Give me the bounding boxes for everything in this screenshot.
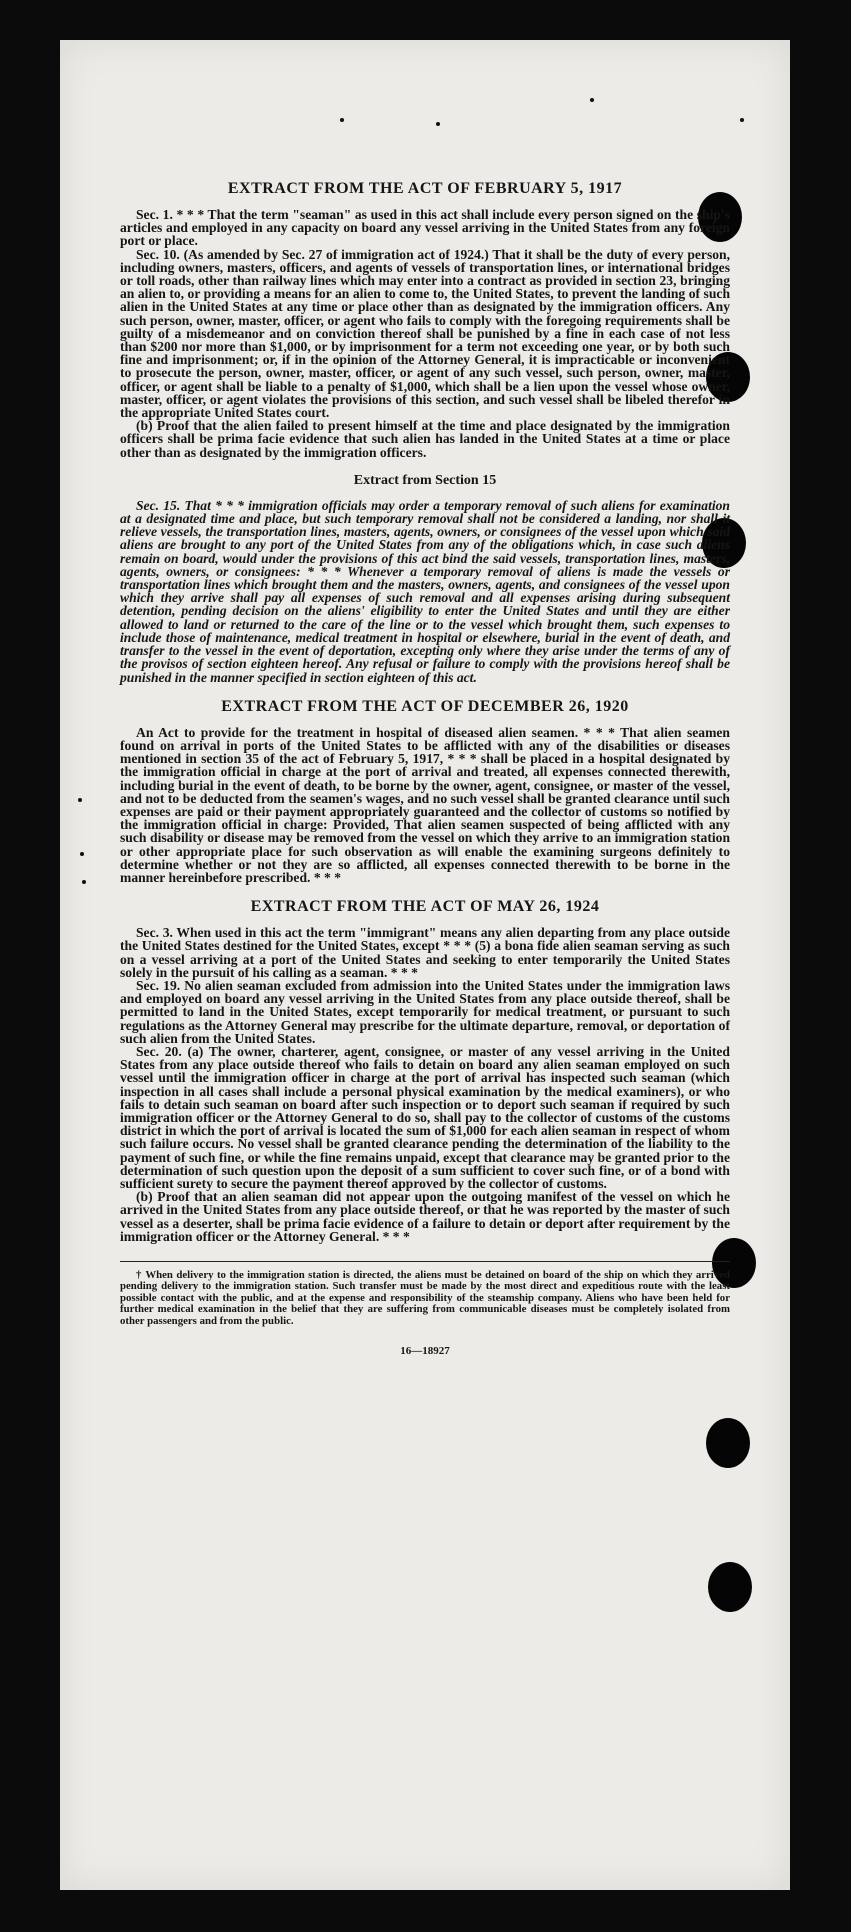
- document-page: [60, 40, 790, 1890]
- paragraph: Sec. 10. (As amended by Sec. 27 of immigration act of 1924.) That it shall be the duty of every person, including owners, masters, officers, and agents of vessels of transportation lines, or international bridges or toll roads, other than railway lines which may enter into a contract as provided in section 23, bringing an alien to, or providing a means for an alien to come to, the United States, to prevent the landing of such alien in the United States at any time or place other than as designated by the immigration officers. Any such person, owner, master, officer, or agent who fails to comply with the foregoing requirements shall be guilty of a misdemeanor and on conviction thereof shall be punished by a fine in each case of not less than $200 nor more than $1,000, or by imprisonment for a term not exceeding one year, or by both such fine and imprisonment; or, if in the opinion of the Attorney General, it is impracticable or inconvenient to prosecute the person, owner, master, officer, or agent of any such vessel, such person, owner, master, officer, or agent shall be liable to a penalty of $1,000, which shall be a lien upon the vessel whose owner, master, officer, or agent violates the provisions of this section, and such vessel shall be libeled therefor in the appropriate United States court.: [120, 246, 730, 421]
- footnote-divider: [120, 1261, 730, 1262]
- paragraph: (b) Proof that the alien failed to present himself at the time and place designated by the immigration officers shall be prima facie evidence that such alien has landed in the United States at a time or place other than as designated by the immigration officers.: [120, 418, 730, 460]
- punch-hole: [706, 1418, 750, 1468]
- act-1917-heading: EXTRACT FROM THE ACT OF FEBRUARY 5, 1917: [227, 180, 623, 197]
- paragraph: Sec. 3. When used in this act the term "immigrant" means any alien departing from any place outside the United States destined for the United States, except * * * (5) a bona fide alien seaman serving as such on a vessel arriving at a port of the United States and seeking to enter temporarily the United States solely in the pursuit of his calling as a seaman. * * *: [120, 925, 730, 980]
- paragraph: Sec. 1. * * * That the term "seaman" as used in this act shall include every person signed on the ship's articles and employed in any capacity on board any vessel arriving in the United States from any foreign port or place.: [120, 207, 730, 249]
- speck: [436, 122, 440, 126]
- paragraph: (b) Proof that an alien seaman did not appear upon the outgoing manifest of the vessel on which he arrived in the United States from any place outside thereof, or that he was reported by the master of such vessel as a deserter, shall be prima facie evidence of a failure to detain or deport after requirement by the immigration officer or the Attorney General. * * *: [120, 1189, 730, 1244]
- page-folio: 16—18927: [400, 1345, 450, 1358]
- act-1924-heading: EXTRACT FROM THE ACT OF MAY 26, 1924: [250, 898, 600, 916]
- act-1917-section: [120, 180, 730, 459]
- speck: [78, 798, 82, 802]
- paragraph: Sec. 20. (a) The owner, charterer, agent, consignee, or master of any vessel arriving in the United States from any place outside thereof who fails to detain on board any alien seaman employed on such vessel until the immigration officer in charge at the port of arrival has inspected such seaman (which inspection in all cases shall include a personal physical examination by the medical examiners), or who fails to detain such seaman on board after such inspection or to deport such seaman if required by such immigration officer or the Attorney General to do so, shall pay to the collector of customs of the customs district in which the port of arrival is located the sum of $1,000 for each alien seaman in respect of whom such failure occurs. No vessel shall be granted clearance pending the determination of the liability to the payment of such fine, or while the fine remains unpaid, except that clearance may be granted prior to the determination of such question upon the deposit of a sum sufficient to cover such fine, or of a bond with sufficient surety to secure the payment thereof approved by the collector of customs.: [120, 1043, 730, 1191]
- speck: [80, 852, 84, 856]
- act-1924-section: [120, 898, 730, 1243]
- paragraph: An Act to provide for the treatment in hospital of diseased alien seamen. * * * That alien seamen found on arrival in ports of the United States to be afflicted with any of the disabilities or diseases mentioned in section 35 of the act of February 5, 1917, * * * shall be placed in a hospital designated by the immigration official in charge at the port of arrival and treated, all expenses connected therewith, including burial in the event of death, to be borne by the owner, agent, consignee, or master of the vessel, and not to be deducted from the seamen's wages, and no such vessel shall be granted clearance until such expenses are paid or their payment appropriately guaranteed and the collector of customs so notified by the immigration official in charge: Provided, That alien seamen suspected of being afflicted with any such disability or disease may be removed from the vessel on which they arrive to an immigration station or other appropriate place for such observation as will enable the examining surgeons definitely to determine whether or not they are so afflicted, all expenses connected therewith to be borne in the manner hereinbefore prescribed. * * *: [120, 724, 730, 885]
- speck: [740, 118, 744, 122]
- paragraph: Sec. 15. That * * * immigration officials may order a temporary removal of such aliens for examination at a designated time and place, but such temporary removal shall not be considered a landing, nor shall it relieve vessels, the transportation lines, masters, agents, owners, or consignees of the vessel upon which said aliens are brought to any port of the United States from any of the obligations which, in case such aliens remain on board, would under the provisions of this act bind the said vessels, transportation lines, masters, agents, owners, or consignees: * * * Whenever a temporary removal of aliens is made the vessels or transportation lines which brought them and the masters, owners, agents, and consignees of the vessel upon which they arrive shall pay all expenses of such removal and all expenses arising during subsequent detention, pending decision on the aliens' eligibility to enter the United States and until they are either allowed to land or returned to the care of the line or to the vessel which brought them, such expenses to include those of maintenance, medical treatment in hospital or elsewhere, burial in the event of death, and transfer to the vessel in the event of deportation, excepting only where they arise under the terms of any of the provisos of section eighteen hereof. Any refusal or failure to comply with the provisions hereof shall be punished in the manner specified in section eighteen of this act.: [120, 497, 730, 685]
- footnote: [120, 1270, 730, 1327]
- punch-hole: [708, 1562, 752, 1612]
- speck: [590, 98, 594, 102]
- speck: [82, 880, 86, 884]
- document-content: [120, 180, 730, 1357]
- speck: [340, 118, 344, 122]
- act-1920-section: [120, 698, 730, 884]
- footnote-text: † When delivery to the immigration station is directed, the aliens must be detained on board of the ship on which they arrived pending delivery to the immigration station. Such transfer must be made by the most direct and expeditious route with the least possible contact with the public, and at the expense and responsibility of the steamship company. Aliens who have been held for further medical examination in the belief that they are suffering from communicable diseases must be completely isolated from other passengers and from the public.: [120, 1269, 730, 1327]
- act-1920-heading: EXTRACT FROM THE ACT OF DECEMBER 26, 1920: [221, 697, 629, 715]
- section-15: [120, 473, 730, 684]
- paragraph: Sec. 19. No alien seaman excluded from admission into the United States under the immigration laws and employed on board any vessel arriving in the United States from any place outside thereof, shall be permitted to land in the United States, except temporarily for medical treatment, or pursuant to such regulations as the Attorney General may prescribe for the ultimate departure, removal, or deportation of such alien from the United States.: [120, 977, 730, 1046]
- section-15-heading: Extract from Section 15: [353, 472, 497, 488]
